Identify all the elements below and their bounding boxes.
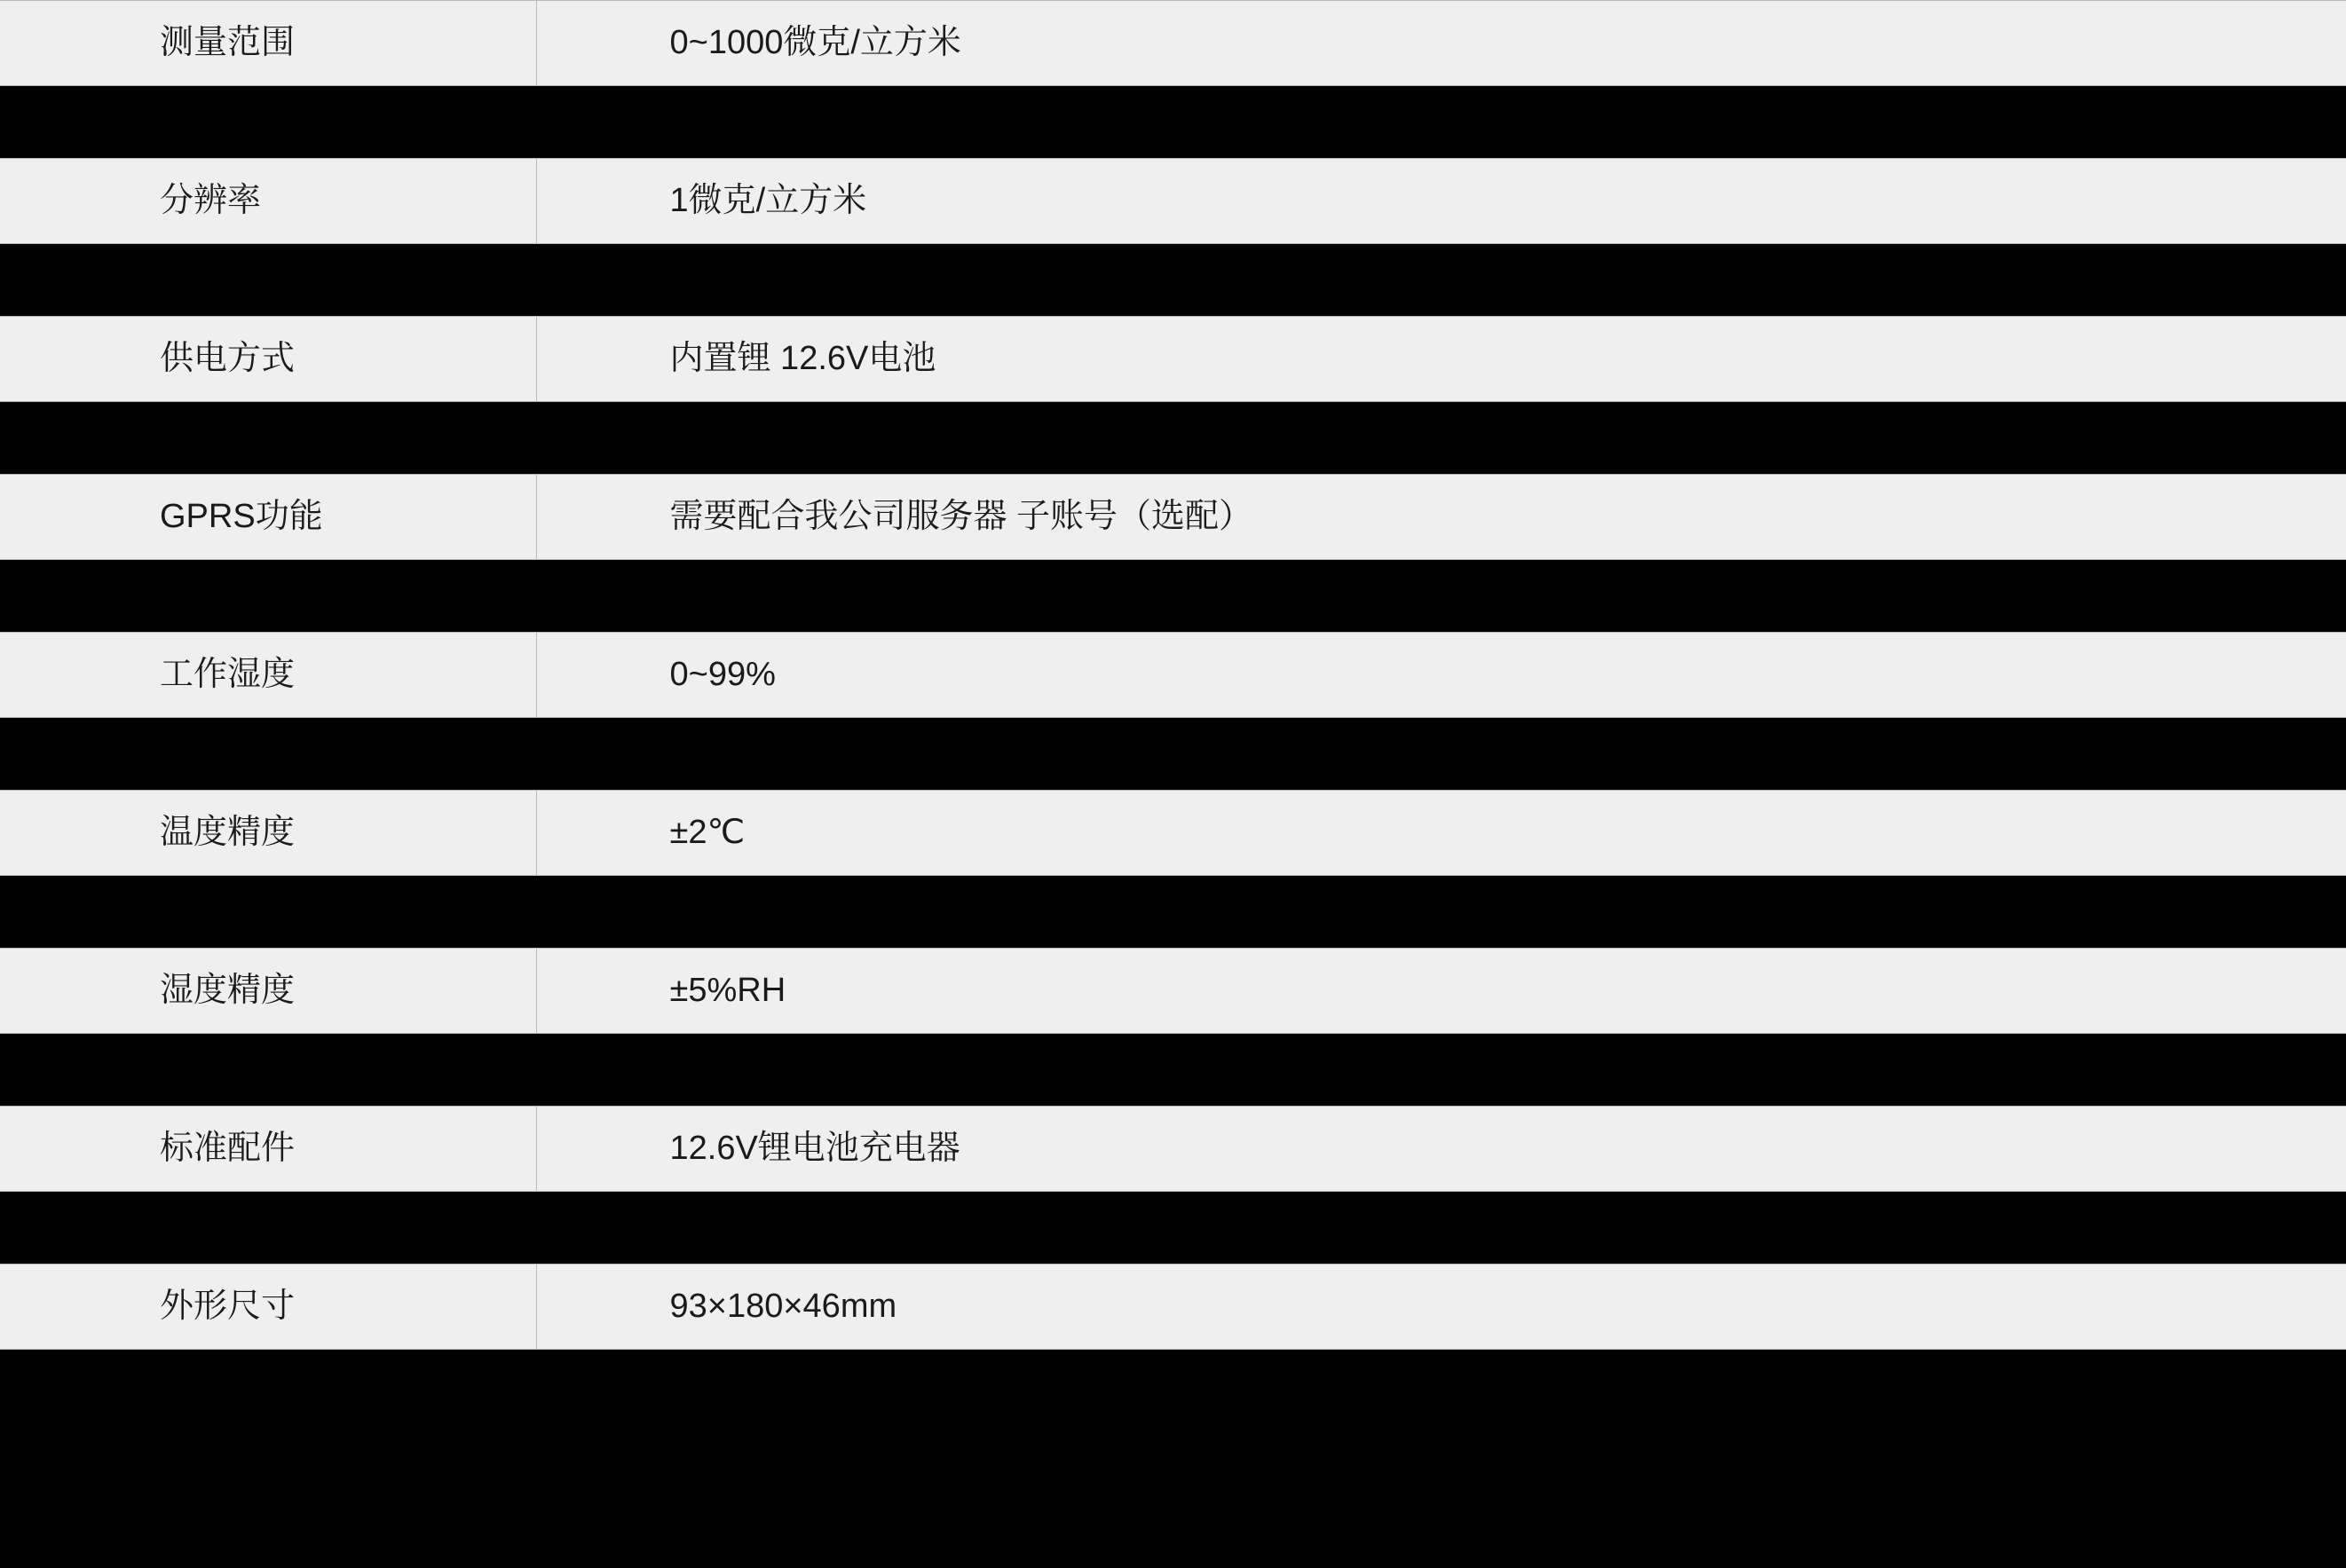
spec-value-cell: 需要配合我公司服务器 子账号（选配）: [536, 475, 2346, 560]
table-row: [0, 1107, 2346, 1192]
spec-label-cell: GPRS功能: [0, 475, 536, 560]
spec-value-cell: ±2℃: [536, 791, 2346, 876]
row-gap: [0, 718, 2346, 791]
row-gap-cell: [0, 1034, 2346, 1107]
spec-label-cell: 温度精度: [0, 791, 536, 876]
spec-value-cell: 1微克/立方米: [536, 159, 2346, 244]
row-gap-cell: [0, 560, 2346, 633]
table-row: [0, 1, 2346, 86]
specification-table-body: [0, 1, 2346, 1350]
spec-label-cell: 湿度精度: [0, 949, 536, 1034]
table-row: [0, 317, 2346, 402]
row-gap: [0, 1192, 2346, 1265]
spec-value-cell: 内置锂 12.6V电池: [536, 317, 2346, 402]
row-gap-cell: [0, 402, 2346, 475]
spec-value-cell: 12.6V锂电池充电器: [536, 1107, 2346, 1192]
table-row: [0, 1265, 2346, 1350]
row-gap-cell: [0, 244, 2346, 317]
spec-value-cell: 0~1000微克/立方米: [536, 1, 2346, 86]
row-gap-cell: [0, 86, 2346, 159]
row-gap-cell: [0, 1192, 2346, 1265]
spec-label-cell: 分辨率: [0, 159, 536, 244]
table-row: [0, 159, 2346, 244]
row-gap-cell: [0, 876, 2346, 949]
spec-label-cell: 外形尺寸: [0, 1265, 536, 1350]
row-gap: [0, 560, 2346, 633]
spec-label-cell: 测量范围: [0, 1, 536, 86]
spec-value-cell: 93×180×46mm: [536, 1265, 2346, 1350]
table-row: [0, 791, 2346, 876]
table-row: [0, 633, 2346, 718]
spec-label-cell: 标准配件: [0, 1107, 536, 1192]
spec-value-cell: ±5%RH: [536, 949, 2346, 1034]
table-row: [0, 475, 2346, 560]
row-gap: [0, 244, 2346, 317]
row-gap-cell: [0, 718, 2346, 791]
row-gap: [0, 876, 2346, 949]
row-gap: [0, 86, 2346, 159]
spec-label-cell: 工作湿度: [0, 633, 536, 718]
table-row: [0, 949, 2346, 1034]
spec-value-cell: 0~99%: [536, 633, 2346, 718]
spec-label-cell: 供电方式: [0, 317, 536, 402]
row-gap: [0, 402, 2346, 475]
row-gap: [0, 1034, 2346, 1107]
